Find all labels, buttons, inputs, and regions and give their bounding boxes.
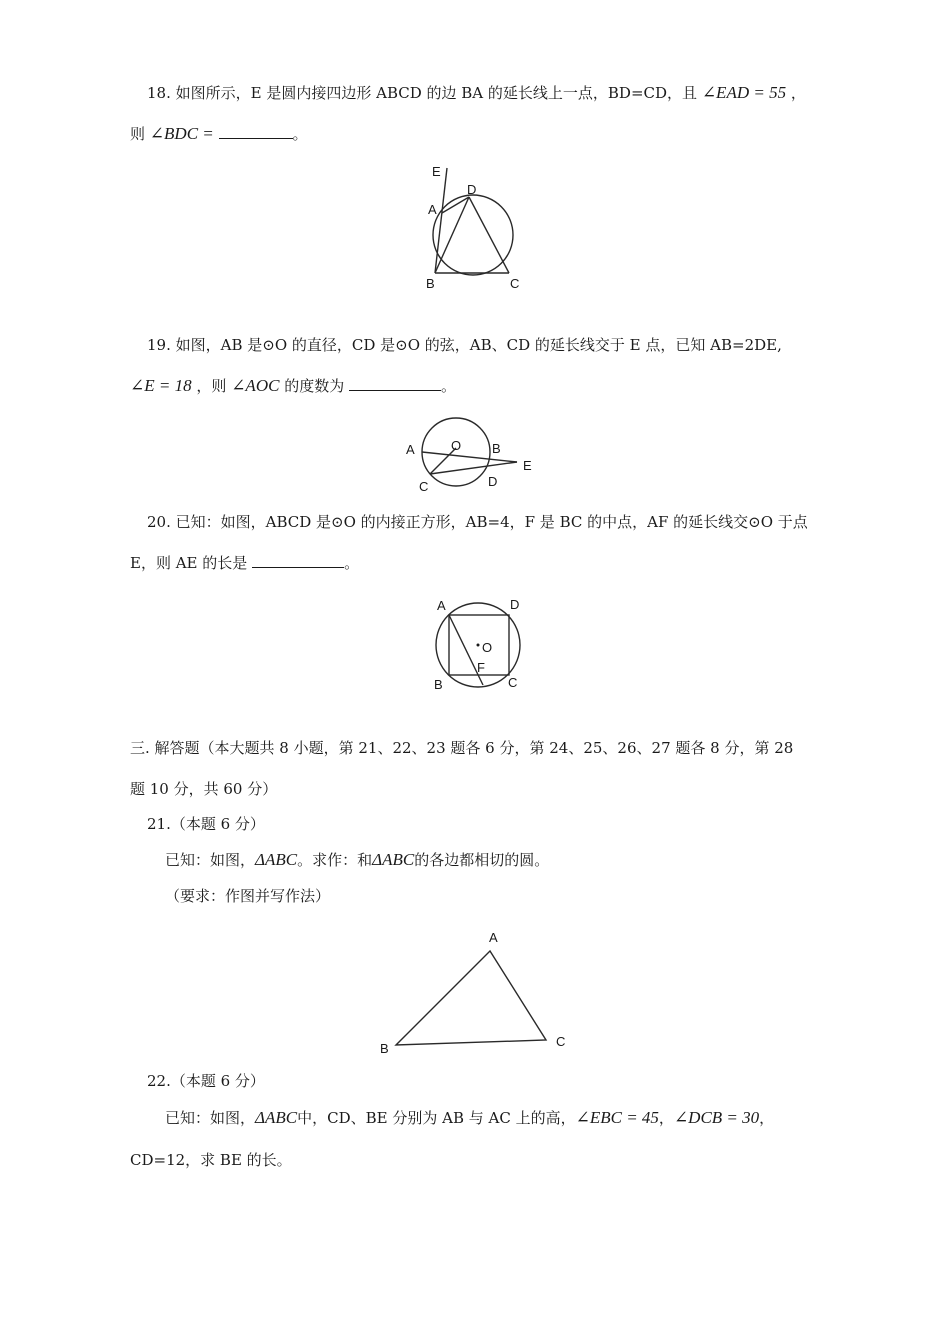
q20-line1 <box>147 512 808 532</box>
q19-line-ce <box>430 462 517 474</box>
q19-degree: 的度数为 <box>284 377 345 395</box>
q22-comma-2: ， <box>759 1109 775 1127</box>
q21-figure <box>378 927 578 1057</box>
q21-label-b: B <box>380 1041 389 1056</box>
q19-label-b: B <box>492 441 501 456</box>
q19-line1 <box>147 335 782 355</box>
q20-center-dot <box>477 644 480 647</box>
q21-text-a: 已知：如图， <box>165 851 256 869</box>
q18-line2 <box>130 124 308 144</box>
q22-line2: CD=12，求 BE 的长。 <box>130 1151 292 1169</box>
q20-label-b: B <box>434 677 443 692</box>
q21-header: 21.（本题 6 分） <box>147 815 265 833</box>
q18-math-ead: ∠EAD = 55 <box>701 83 787 102</box>
q18-period: 。 <box>292 125 308 143</box>
q19-label-o: O <box>451 438 462 453</box>
q18-then: 则 <box>130 125 146 143</box>
q19-then: ，则 <box>196 377 227 395</box>
q18-label-c: C <box>510 276 520 291</box>
q18-text: 18. 如图所示，E 是圆内接四边形 ABCD 的边 BA 的延长线上一点，BD=CD，且 <box>147 84 698 102</box>
q21-requirement: （要求：作图并写作法） <box>165 887 331 905</box>
q22-math-abc: ΔABC <box>255 1108 298 1127</box>
q21-triangle <box>396 951 546 1045</box>
q20-answer-blank[interactable] <box>252 553 344 568</box>
q21-text-c: 的各边都相切的圆。 <box>414 851 550 869</box>
q18-line-db <box>435 197 469 273</box>
q19-label-e: E <box>523 458 532 473</box>
q21-label-a: A <box>489 930 498 945</box>
q20-label-d: D <box>510 597 520 612</box>
q22-comma-1: ， <box>658 1109 674 1127</box>
q20-period: 。 <box>344 554 360 572</box>
q22-math-ebc: ∠EBC = 45 <box>575 1108 659 1127</box>
q20-label-c: C <box>508 675 518 690</box>
q21-text-b: 。求作：和 <box>297 851 373 869</box>
q19-answer-blank[interactable] <box>349 376 441 391</box>
q18-line-eb <box>435 168 447 273</box>
q20-label-f: F <box>477 660 485 675</box>
q18-label-a: A <box>428 202 437 217</box>
q18-comma: ， <box>790 84 806 102</box>
q18-label-d: D <box>467 182 477 197</box>
q22-text-b: 中，CD、BE 分别为 AB 与 AC 上的高， <box>297 1109 576 1127</box>
section3-line2: 题 10 分，共 60 分） <box>130 780 278 798</box>
q19-period: 。 <box>441 377 457 395</box>
q20-label-o: O <box>482 640 493 655</box>
q20-text-2: E，则 AE 的长是 <box>130 554 248 572</box>
q18-label-b: B <box>426 276 435 291</box>
q22-text-a: 已知：如图， <box>165 1109 256 1127</box>
q19-label-d: D <box>488 474 498 489</box>
q21-math-abc-2: ΔABC <box>372 850 415 869</box>
q19-figure <box>403 416 543 496</box>
q19-label-a: A <box>406 442 415 457</box>
q18-circle <box>433 195 513 275</box>
q22-line1 <box>165 1108 774 1128</box>
q19-math-e: ∠E = 18 <box>130 376 192 395</box>
q21-line1 <box>165 850 549 870</box>
q20-figure <box>431 597 531 692</box>
q20-text: 20. 已知：如图，ABCD 是⊙O 的内接正方形，AB=4，F 是 BC 的中点，AF 的延长线交⊙O 于点 <box>147 513 808 531</box>
q18-label-e: E <box>432 164 441 179</box>
q21-label-c: C <box>556 1034 566 1049</box>
q18-math-bdc: ∠BDC = <box>149 124 214 143</box>
q21-math-abc-1: ΔABC <box>255 850 298 869</box>
q20-line2 <box>130 553 359 573</box>
q19-line2 <box>130 376 456 396</box>
q22-header: 22.（本题 6 分） <box>147 1072 265 1090</box>
q20-label-a: A <box>437 598 446 613</box>
q19-label-c: C <box>419 479 429 494</box>
q19-text: 19. 如图，AB 是⊙O 的直径，CD 是⊙O 的弦，AB、CD 的延长线交于 E 点，已知 AB=2DE, <box>147 336 782 354</box>
q19-line-ae <box>422 452 517 462</box>
section3-line1: 三. 解答题（本大题共 8 小题，第 21、22、23 题各 6 分，第 24、25、26、27 题各 8 分，第 28 <box>130 739 794 757</box>
q22-math-dcb: ∠DCB = 30 <box>673 1108 760 1127</box>
q19-math-aoc: ∠AOC <box>231 376 280 395</box>
q18-figure <box>425 163 535 298</box>
q18-line1 <box>147 83 806 103</box>
q18-answer-blank[interactable] <box>219 124 293 139</box>
